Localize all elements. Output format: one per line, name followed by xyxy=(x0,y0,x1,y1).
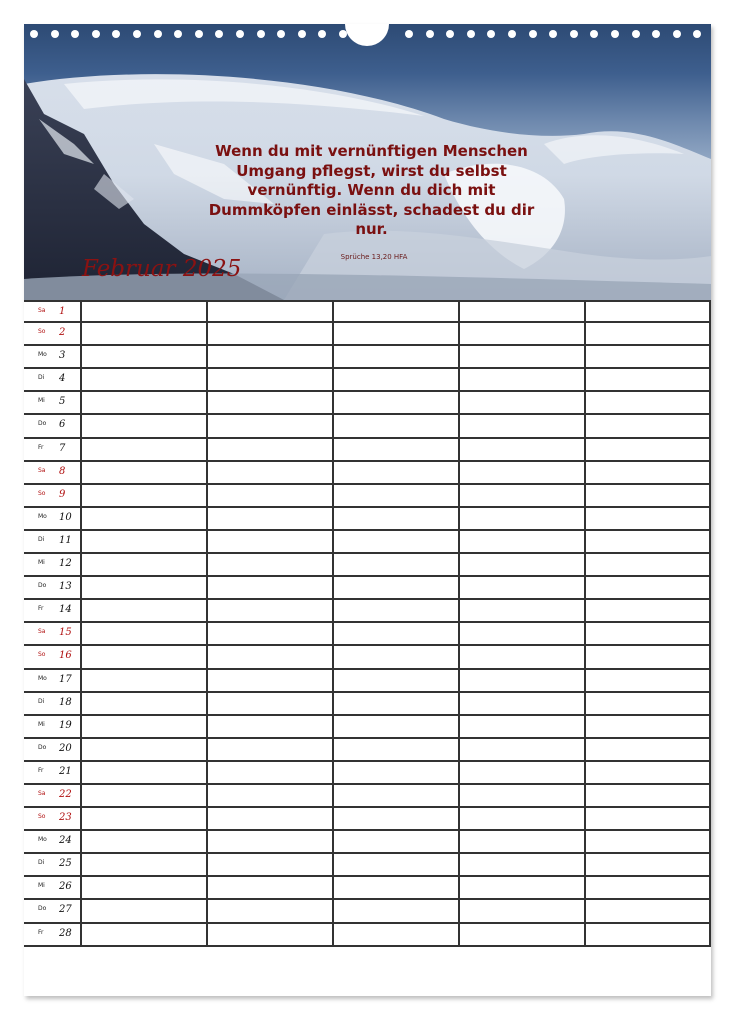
weekday-label: Mi xyxy=(38,559,45,567)
weekday-label: Sa xyxy=(38,307,46,314)
entry-cell[interactable] xyxy=(584,854,712,875)
header-photo xyxy=(24,24,711,300)
weekday-label: Mi xyxy=(38,882,45,890)
entry-cell[interactable] xyxy=(332,854,460,875)
entry-cell[interactable] xyxy=(458,646,586,667)
right-border xyxy=(709,808,711,829)
entry-cell[interactable] xyxy=(458,693,586,714)
binding-hole xyxy=(446,30,454,38)
day-number: 1 xyxy=(59,306,66,317)
day-row xyxy=(24,785,711,808)
entry-cell[interactable] xyxy=(332,670,460,691)
entry-cell[interactable] xyxy=(584,831,712,852)
entry-cell[interactable] xyxy=(206,831,334,852)
entry-cell[interactable] xyxy=(458,462,586,483)
entry-cell[interactable] xyxy=(458,785,586,806)
binding-hole xyxy=(154,30,162,38)
entry-cell[interactable] xyxy=(332,762,460,783)
entry-cell[interactable] xyxy=(332,739,460,760)
entry-cell[interactable] xyxy=(332,531,460,552)
day-row xyxy=(24,485,711,508)
calendar-page xyxy=(24,24,711,996)
binding-hole xyxy=(215,30,223,38)
entry-cell[interactable] xyxy=(458,554,586,575)
day-row xyxy=(24,623,711,646)
entry-cell[interactable] xyxy=(584,877,712,898)
weekday-label: Fr xyxy=(38,766,44,774)
entry-cell[interactable] xyxy=(332,302,460,321)
day-row xyxy=(24,369,711,392)
entry-cell[interactable] xyxy=(80,739,208,760)
entry-cell[interactable] xyxy=(458,739,586,760)
entry-cell[interactable] xyxy=(584,716,712,737)
entry-cell[interactable] xyxy=(584,739,712,760)
entry-cell[interactable] xyxy=(80,577,208,598)
day-number: 28 xyxy=(59,927,72,939)
day-row xyxy=(24,877,711,900)
day-number: 9 xyxy=(59,488,66,500)
right-border xyxy=(709,577,711,598)
entry-cell[interactable] xyxy=(206,600,334,621)
day-number: 11 xyxy=(59,534,72,546)
entry-cell[interactable] xyxy=(332,439,460,460)
entry-cell[interactable] xyxy=(206,739,334,760)
entry-cell[interactable] xyxy=(80,392,208,413)
entry-cell[interactable] xyxy=(206,577,334,598)
right-border xyxy=(709,302,711,321)
entry-cell[interactable] xyxy=(458,485,586,506)
day-number: 10 xyxy=(59,511,72,523)
entry-cell[interactable] xyxy=(332,646,460,667)
entry-cell[interactable] xyxy=(458,392,586,413)
binding-hole xyxy=(508,30,516,38)
entry-cell[interactable] xyxy=(80,670,208,691)
right-border xyxy=(709,646,711,667)
entry-cell[interactable] xyxy=(458,900,586,921)
entry-cell[interactable] xyxy=(332,600,460,621)
entry-cell[interactable] xyxy=(80,600,208,621)
binding-hole xyxy=(570,30,578,38)
entry-cell[interactable] xyxy=(332,346,460,367)
entry-cell[interactable] xyxy=(458,369,586,390)
entry-cell[interactable] xyxy=(332,462,460,483)
right-border xyxy=(709,716,711,737)
day-number: 24 xyxy=(59,835,72,847)
binding-hole xyxy=(133,30,141,38)
binding-hole xyxy=(318,30,326,38)
entry-cell[interactable] xyxy=(206,462,334,483)
entry-cell[interactable] xyxy=(458,924,586,945)
entry-cell[interactable] xyxy=(206,323,334,344)
entry-cell[interactable] xyxy=(584,577,712,598)
day-row xyxy=(24,854,711,877)
weekday-label: Fr xyxy=(38,443,44,451)
entry-cell[interactable] xyxy=(458,854,586,875)
entry-cell[interactable] xyxy=(206,485,334,506)
entry-cell[interactable] xyxy=(80,854,208,875)
entry-cell[interactable] xyxy=(80,808,208,829)
entry-cell[interactable] xyxy=(206,646,334,667)
weekday-label: Mi xyxy=(38,397,45,405)
weekday-label: Sa xyxy=(38,628,46,636)
day-row xyxy=(24,531,711,554)
entry-cell[interactable] xyxy=(332,877,460,898)
binding-hole xyxy=(652,30,660,38)
entry-cell[interactable] xyxy=(458,302,586,321)
entry-cell[interactable] xyxy=(332,924,460,945)
day-number: 2 xyxy=(59,327,66,339)
weekday-label: Di xyxy=(38,859,45,867)
entry-cell[interactable] xyxy=(458,670,586,691)
day-row xyxy=(24,739,711,762)
entry-cell[interactable] xyxy=(80,716,208,737)
month-title: Februar 2025 xyxy=(82,256,242,282)
entry-cell[interactable] xyxy=(206,415,334,436)
right-border xyxy=(709,485,711,506)
entry-cell[interactable] xyxy=(206,900,334,921)
day-number: 3 xyxy=(59,350,66,362)
entry-cell[interactable] xyxy=(206,392,334,413)
entry-cell[interactable] xyxy=(584,485,712,506)
quote-source: Sprüche 13,20 HFA xyxy=(340,253,408,261)
day-number: 26 xyxy=(59,881,72,893)
entry-cell[interactable] xyxy=(458,762,586,783)
entry-cell[interactable] xyxy=(80,762,208,783)
right-border xyxy=(709,900,711,921)
entry-cell[interactable] xyxy=(584,346,712,367)
weekday-label: Di xyxy=(38,697,45,705)
entry-cell[interactable] xyxy=(80,693,208,714)
entry-cell[interactable] xyxy=(332,831,460,852)
entry-cell[interactable] xyxy=(458,508,586,529)
weekday-label: Do xyxy=(38,905,47,913)
entry-cell[interactable] xyxy=(206,623,334,644)
entry-cell[interactable] xyxy=(584,554,712,575)
binding-hole xyxy=(529,30,537,38)
right-border xyxy=(709,531,711,552)
day-row xyxy=(24,831,711,854)
entry-cell[interactable] xyxy=(80,508,208,529)
weekday-label: Mo xyxy=(38,674,47,682)
right-border xyxy=(709,623,711,644)
entry-cell[interactable] xyxy=(80,485,208,506)
entry-cell[interactable] xyxy=(458,600,586,621)
day-number: 7 xyxy=(59,442,66,454)
binding-hole xyxy=(51,30,59,38)
right-border xyxy=(709,785,711,806)
entry-cell[interactable] xyxy=(584,462,712,483)
weekday-label: So xyxy=(38,328,46,336)
entry-cell[interactable] xyxy=(332,716,460,737)
entry-cell[interactable] xyxy=(206,854,334,875)
entry-cell[interactable] xyxy=(458,716,586,737)
entry-cell[interactable] xyxy=(458,346,586,367)
weekday-label: Fr xyxy=(38,928,44,936)
right-border xyxy=(709,670,711,691)
right-border xyxy=(709,439,711,460)
entry-cell[interactable] xyxy=(332,693,460,714)
right-border xyxy=(709,877,711,898)
right-border xyxy=(709,554,711,575)
right-border xyxy=(709,392,711,413)
entry-cell[interactable] xyxy=(80,623,208,644)
entry-cell[interactable] xyxy=(206,693,334,714)
calendar-grid xyxy=(24,300,711,947)
binding-hole xyxy=(92,30,100,38)
right-border xyxy=(709,600,711,621)
weekday-label: Fr xyxy=(38,605,44,613)
weekday-label: Sa xyxy=(38,789,46,797)
binding-hole xyxy=(673,30,681,38)
weekday-label: Mi xyxy=(38,720,45,728)
entry-cell[interactable] xyxy=(332,577,460,598)
entry-cell[interactable] xyxy=(206,531,334,552)
entry-cell[interactable] xyxy=(584,646,712,667)
day-row xyxy=(24,900,711,923)
binding-hole xyxy=(467,30,475,38)
entry-cell[interactable] xyxy=(458,531,586,552)
weekday-label: Di xyxy=(38,535,45,543)
entry-cell[interactable] xyxy=(332,508,460,529)
quote-text: Wenn du mit vernünftigen Menschen Umgang pflegst, wirst du selbst vernünftig. Wenn du dich mit Dummköpfen einlässt, schadest du dir nur. xyxy=(208,142,535,238)
day-row xyxy=(24,716,711,739)
entry-cell[interactable] xyxy=(80,831,208,852)
binding-hole xyxy=(71,30,79,38)
entry-cell[interactable] xyxy=(80,302,208,321)
entry-cell[interactable] xyxy=(458,623,586,644)
entry-cell[interactable] xyxy=(80,900,208,921)
weekday-label: So xyxy=(38,651,46,659)
day-number: 21 xyxy=(59,765,72,777)
entry-cell[interactable] xyxy=(584,670,712,691)
day-number: 27 xyxy=(59,904,72,916)
right-border xyxy=(709,508,711,529)
right-border xyxy=(709,854,711,875)
day-row xyxy=(24,346,711,369)
day-number: 16 xyxy=(59,650,72,662)
day-number: 4 xyxy=(59,373,66,385)
entry-cell[interactable] xyxy=(332,785,460,806)
binding-hole xyxy=(693,30,701,38)
entry-cell[interactable] xyxy=(584,762,712,783)
entry-cell[interactable] xyxy=(332,369,460,390)
binding-hole xyxy=(487,30,495,38)
day-row xyxy=(24,300,711,323)
entry-cell[interactable] xyxy=(584,369,712,390)
binding-hole xyxy=(298,30,306,38)
entry-cell[interactable] xyxy=(206,554,334,575)
entry-cell[interactable] xyxy=(584,623,712,644)
entry-cell[interactable] xyxy=(206,346,334,367)
entry-cell[interactable] xyxy=(584,439,712,460)
entry-cell[interactable] xyxy=(584,808,712,829)
day-number: 19 xyxy=(59,719,72,731)
right-border xyxy=(709,415,711,436)
weekday-label: Do xyxy=(38,743,47,751)
entry-cell[interactable] xyxy=(584,415,712,436)
day-row xyxy=(24,508,711,531)
binding-hole xyxy=(277,30,285,38)
right-border xyxy=(709,462,711,483)
weekday-label: So xyxy=(38,813,46,821)
entry-cell[interactable] xyxy=(80,439,208,460)
entry-cell[interactable] xyxy=(458,323,586,344)
weekday-label: Sa xyxy=(38,466,46,474)
day-row xyxy=(24,554,711,577)
day-row xyxy=(24,808,711,831)
day-row xyxy=(24,323,711,346)
entry-cell[interactable] xyxy=(80,877,208,898)
entry-cell[interactable] xyxy=(332,554,460,575)
binding-hole xyxy=(426,30,434,38)
entry-cell[interactable] xyxy=(206,716,334,737)
entry-cell[interactable] xyxy=(80,924,208,945)
right-border xyxy=(709,369,711,390)
entry-cell[interactable] xyxy=(80,554,208,575)
entry-cell[interactable] xyxy=(458,877,586,898)
day-row xyxy=(24,462,711,485)
right-border xyxy=(709,924,711,945)
entry-cell[interactable] xyxy=(332,900,460,921)
entry-cell[interactable] xyxy=(80,785,208,806)
entry-cell[interactable] xyxy=(80,462,208,483)
entry-cell[interactable] xyxy=(458,831,586,852)
binding-hole xyxy=(549,30,557,38)
entry-cell[interactable] xyxy=(332,415,460,436)
entry-cell[interactable] xyxy=(332,808,460,829)
binding-hole xyxy=(257,30,265,38)
weekday-label: Mo xyxy=(38,351,47,359)
binding-hole xyxy=(632,30,640,38)
entry-cell[interactable] xyxy=(584,924,712,945)
entry-cell[interactable] xyxy=(584,785,712,806)
day-row xyxy=(24,600,711,623)
right-border xyxy=(709,762,711,783)
binding-hole xyxy=(236,30,244,38)
day-row xyxy=(24,646,711,669)
entry-cell[interactable] xyxy=(206,508,334,529)
entry-cell[interactable] xyxy=(80,415,208,436)
entry-cell[interactable] xyxy=(332,485,460,506)
entry-cell[interactable] xyxy=(80,531,208,552)
entry-cell[interactable] xyxy=(80,646,208,667)
entry-cell[interactable] xyxy=(584,302,712,321)
day-number: 23 xyxy=(59,812,72,824)
entry-cell[interactable] xyxy=(584,508,712,529)
entry-cell[interactable] xyxy=(206,808,334,829)
entry-cell[interactable] xyxy=(206,369,334,390)
entry-cell[interactable] xyxy=(80,323,208,344)
entry-cell[interactable] xyxy=(458,439,586,460)
right-border xyxy=(709,346,711,367)
weekday-label: So xyxy=(38,489,46,497)
day-number: 17 xyxy=(59,673,72,685)
entry-cell[interactable] xyxy=(332,392,460,413)
day-number: 18 xyxy=(59,696,72,708)
entry-cell[interactable] xyxy=(206,762,334,783)
weekday-label: Mo xyxy=(38,836,47,844)
entry-cell[interactable] xyxy=(584,323,712,344)
binding-hole xyxy=(174,30,182,38)
entry-cell[interactable] xyxy=(206,302,334,321)
entry-cell[interactable] xyxy=(206,924,334,945)
right-border xyxy=(709,323,711,344)
day-row xyxy=(24,762,711,785)
entry-cell[interactable] xyxy=(584,531,712,552)
entry-cell[interactable] xyxy=(206,785,334,806)
entry-cell[interactable] xyxy=(80,346,208,367)
day-number: 13 xyxy=(59,581,72,593)
weekday-label: Mo xyxy=(38,512,47,520)
entry-cell[interactable] xyxy=(80,369,208,390)
day-number: 5 xyxy=(59,396,66,408)
day-number: 6 xyxy=(59,419,66,431)
entry-cell[interactable] xyxy=(206,877,334,898)
day-row xyxy=(24,392,711,415)
entry-cell[interactable] xyxy=(584,693,712,714)
day-number: 15 xyxy=(59,627,72,639)
day-row xyxy=(24,693,711,716)
right-border xyxy=(709,831,711,852)
entry-cell[interactable] xyxy=(458,415,586,436)
day-row xyxy=(24,439,711,462)
day-number: 12 xyxy=(59,558,72,570)
day-number: 22 xyxy=(59,788,72,800)
entry-cell[interactable] xyxy=(584,600,712,621)
entry-cell[interactable] xyxy=(584,900,712,921)
right-border xyxy=(709,693,711,714)
entry-cell[interactable] xyxy=(584,392,712,413)
binding-hole xyxy=(30,30,38,38)
binding-hole xyxy=(611,30,619,38)
day-row xyxy=(24,670,711,693)
entry-cell[interactable] xyxy=(332,623,460,644)
day-row xyxy=(24,577,711,600)
entry-cell[interactable] xyxy=(206,439,334,460)
binding-hole xyxy=(112,30,120,38)
entry-cell[interactable] xyxy=(206,670,334,691)
entry-cell[interactable] xyxy=(458,577,586,598)
entry-cell[interactable] xyxy=(458,808,586,829)
day-row xyxy=(24,924,711,947)
day-number: 14 xyxy=(59,604,72,616)
weekday-label: Di xyxy=(38,374,45,382)
day-number: 20 xyxy=(59,742,72,754)
day-row xyxy=(24,415,711,438)
day-number: 8 xyxy=(59,465,66,477)
day-number: 25 xyxy=(59,858,72,870)
binding-hole xyxy=(405,30,413,38)
entry-cell[interactable] xyxy=(332,323,460,344)
weekday-label: Do xyxy=(38,582,47,590)
binding-hole xyxy=(195,30,203,38)
binding-hole xyxy=(590,30,598,38)
weekday-label: Do xyxy=(38,420,47,428)
right-border xyxy=(709,739,711,760)
